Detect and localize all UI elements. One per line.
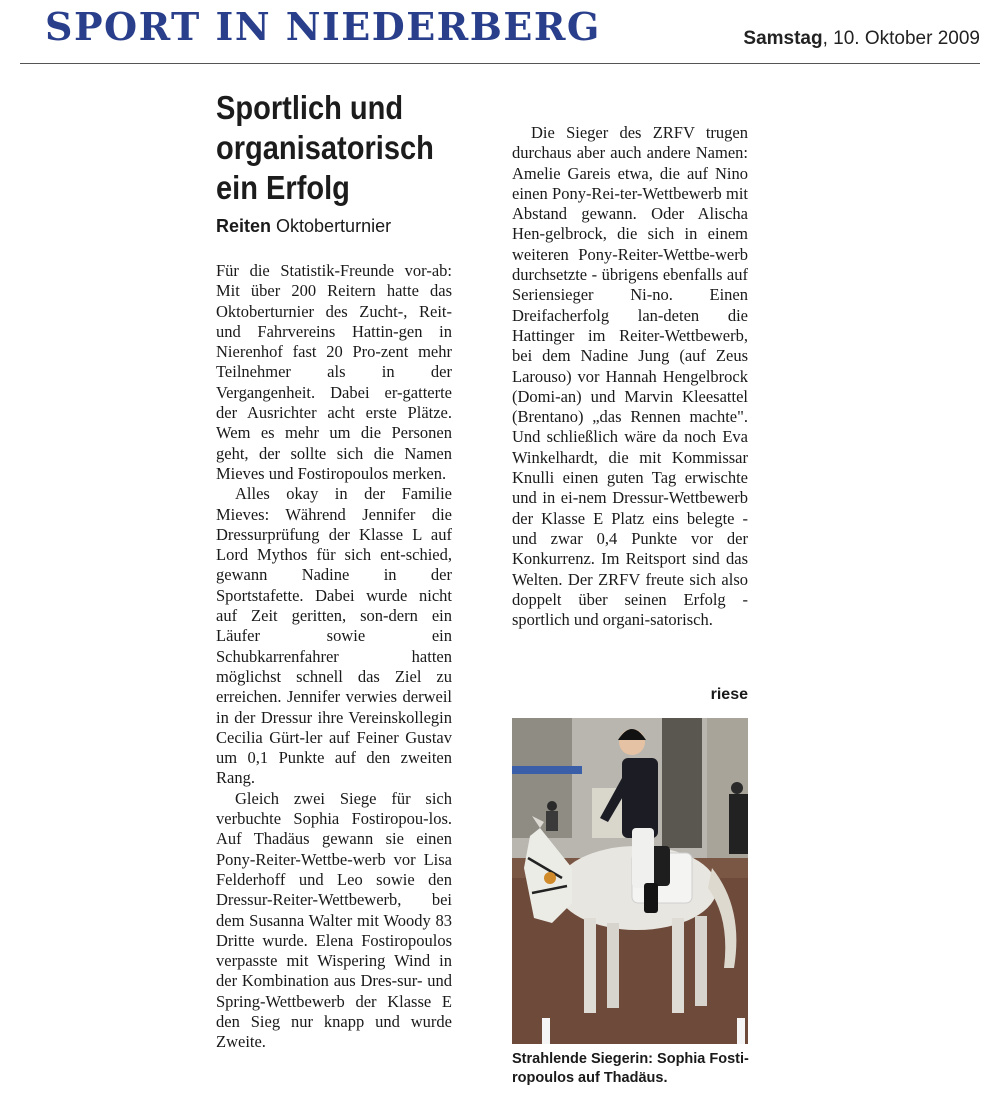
article-kicker <box>216 216 391 237</box>
newspaper-section-title: SPORT IN NIEDERBERG <box>45 4 601 49</box>
masthead-divider <box>20 63 980 64</box>
paragraph: Für die Statistik-Freunde vor-ab: Mit über 200 Reitern hatte das Oktoberturnier des Zucht-, Reit- und Fahrvereins Hattin-gen in Nierenhof fast 20 Pro-zent mehr Teilnehmer als in der Vergangenheit. Dabei er-gatterte der Ausrichter acht erste Plätze. Wem es mehr um die Personen geht, der sollte sich die Namen Mieves und Fostiropoulos merken. <box>216 261 452 483</box>
issue-date <box>743 28 980 50</box>
article-photo <box>512 718 748 1044</box>
paragraph: Alles okay in der Familie Mieves: Während Jennifer die Dressurprüfung der Klasse L auf Lord Mythos für sich ent-schied, gewann Nadine in der Sportstafette. Dabei wurde nicht auf Zeit geritten, son-dern ein Läufer sowie ein Schubkarrenfahrer hatten möglichst schnell das Ziel zu erreichen. Jennifer verwies derweil in der Dressur ihre Vereinskollegin Cecilia Gürt-ler auf Feiner Gustav um 0,1 Punkte auf den zweiten Rang. <box>216 484 452 788</box>
horse-rider-illustration <box>512 718 748 1044</box>
issue-date-day: Samstag <box>743 28 823 49</box>
paragraph: Die Sieger des ZRFV trugen durchaus aber auch andere Namen: Amelie Gareis etwa, die auf Nino einen Pony-Rei-ter-Wettbewerb mit Abstand gewann. Oder Alischa Hen-gelbrock, die sich in einem weiteren Pony-Reiter-Wettbe-werb durchsetzte - übrigens ebenfalls auf Seriensieger Ni-no. Einen Dreifacherfolg lan-deten die Hattinger im Reiter-Wettbewerb, bei dem Nadine Jung (auf Zeus Larouso) vor Hannah Hengelbrock (Domi-an) und Marvin Kleesattel (Brentano) „das Rennen machte". Und schließlich wäre da noch Eva Winkelhardt, die mit Kommissar Knulli einen guten Tag erwischte und in ei-nem Dressur-Wettbewerb der Klasse E Platz eins belegte - und zwar 0,4 Punkte vor der Konkurrenz. Im Reitsport sind das Welten. Der ZRFV freute sich also doppelt über seinen Erfolg - sportlich und organi-satorisch. <box>512 123 748 630</box>
kicker-topic: Reiten <box>216 216 272 236</box>
author-tag: riese <box>710 686 748 703</box>
kicker-subtopic: Oktoberturnier <box>276 216 392 236</box>
article-column-2 <box>512 123 748 630</box>
article-headline: Sportlich und organisatorisch ein Erfolg <box>216 89 434 206</box>
article-column-1 <box>216 261 452 1053</box>
paragraph: Gleich zwei Siege für sich verbuchte Sophia Fostiropou-los. Auf Thadäus gewann sie einen Pony-Reiter-Wettbe-werb vor Lisa Felderhoff und Leo sowie den Dressur-Reiter-Wettbewerb, bei dem Susanna Walter mit Woody 83 Dritte wurde. Elena Fostiropoulos verpasste mit Wispering Wind in der Kombination aus Dres-sur- und Spring-Wettbewerb der Klasse E den Sieg nur knapp und wurde Zweite. <box>216 788 452 1052</box>
issue-date-rest: , 10. Oktober 2009 <box>822 28 980 49</box>
photo-caption: Strahlende Siegerin: Sophia Fosti-ropoulos auf Thadäus. <box>512 1051 749 1086</box>
